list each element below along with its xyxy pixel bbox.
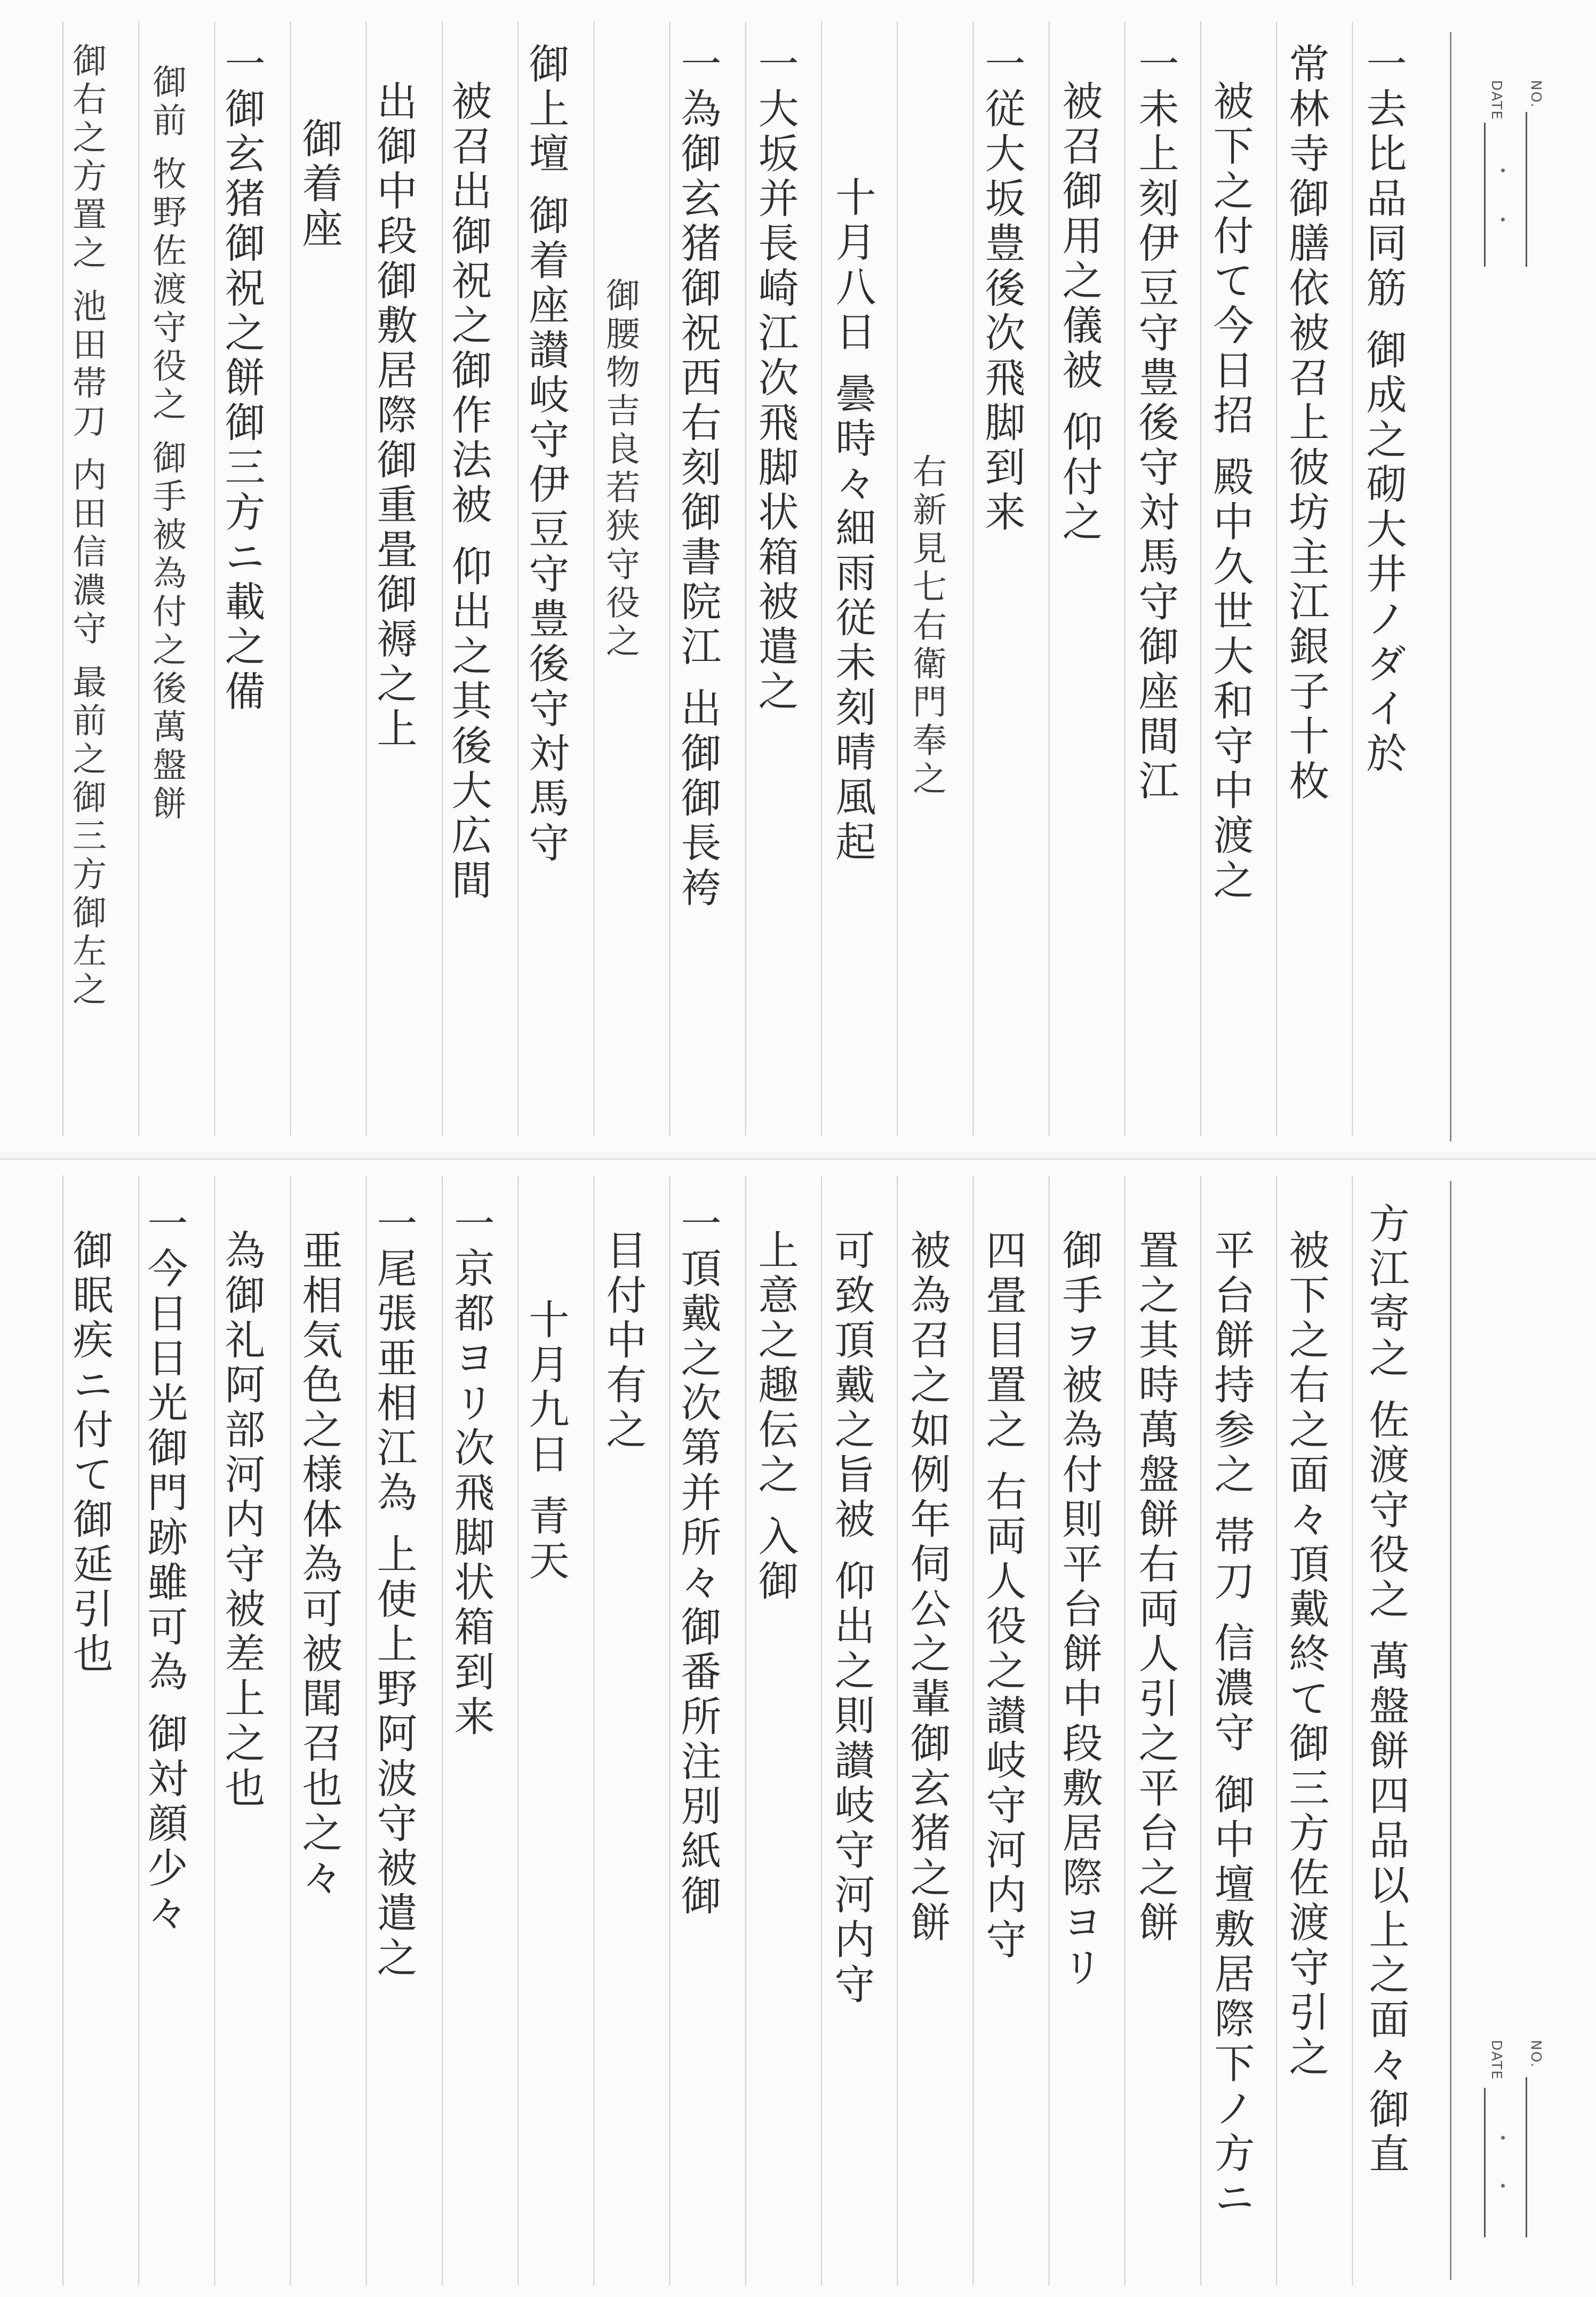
no-label: NO. [1528,2040,1544,2069]
text-column: 一為御玄猪御祝西右刻御書院江 出御御長袴 [674,43,722,912]
text-column: 常林寺御膳依被召上彼坊主江銀子十枚 [1282,43,1330,804]
text-column: 被下之付て今日招 殿中久世大和守中渡之 [1207,80,1254,904]
text-column: 上意之趣伝之 入御 [752,1229,799,1605]
notebook-page-bottom [0,1159,1596,2297]
text-column: 一御玄猪御祝之餅御三方ニ載之備 [218,43,266,715]
text-column: 被召出御祝之御作法被 仰出之其後大広間 [445,80,492,904]
text-column: 一京都ヨリ次飛脚状箱到来 [448,1202,495,1740]
text-column: 御右之方置之 池田帯刀 内田信濃守 最前之御三方御左之 [67,43,106,1010]
text-column: 目付中有之 [600,1229,647,1453]
date-dot [1501,218,1505,221]
text-column: 右新見七右衛門奉之 [907,453,946,799]
text-column: 十月八日 曇時々細雨従未刻晴風起 [829,176,876,866]
text-column: 一大坂并長崎江次飛脚状箱被遣之 [752,43,799,715]
text-column: 御眠疾ニ付て御延引也 [66,1229,114,1677]
text-column: 十月九日 青天 [522,1298,570,1585]
no-underline [1526,2077,1527,2237]
margin-rule [1450,32,1451,1142]
no-label: NO. [1528,80,1544,109]
text-column: 置之其時萬盤餅右両人引之平台之餅 [1132,1229,1179,1946]
text-column: 可致頂戴之旨被 仰出之則讃岐守河内守 [828,1229,875,2008]
date-dot [1501,169,1505,172]
text-column: 一尾張亜相江為 上使上野阿波守被遣之 [370,1202,418,1982]
text-column: 四畳目置之 右両人役之讃岐守河内守 [979,1229,1027,1964]
text-column: 御上壇 御着座讃岐守伊豆守豊後守対馬守 [522,43,570,867]
text-column: 御前 牧野佐渡守役之 御手被為付之後萬盤餅 [147,64,186,824]
text-column: 方江寄之 佐渡守役之 萬盤餅四品以上之面々御直 [1362,1202,1410,2178]
date-label: DATE [1488,80,1504,121]
text-column: 為御礼阿部河内守被差上之也 [218,1229,266,1812]
text-column: 御手ヲ被為付則平台餅中段敷居際ヨリ [1056,1229,1103,1991]
text-column: 被下之右之面々頂戴終て御三方佐渡守引之 [1282,1229,1330,2080]
text-column: 御着座 [296,117,343,252]
text-column: 一去比品同筋 御成之砌大井ノダイ於 [1360,43,1407,777]
date-dot [1501,2136,1505,2140]
date-label: DATE [1488,2040,1504,2080]
text-column: 平台餅持参之 帯刀 信濃守 御中壇敷居際下ノ方ニ [1208,1229,1255,2222]
text-column: 一従大坂豊後次飛脚到来 [978,43,1026,536]
date-dot [1501,2184,1505,2188]
date-underline [1484,2088,1486,2237]
text-column: 一今日日光御門跡雖可為 御対顔少々 [141,1202,188,1937]
text-column: 被為召之如例年伺公之輩御玄猪之餅 [904,1229,951,1946]
text-column: 亜相気色之様体為可被聞召也之々 [296,1229,343,1901]
text-column: 被召御用之儀被 仰付之 [1056,80,1103,546]
text-column: 一頂戴之次第并所々御番所注別紙御 [674,1202,722,1919]
no-underline [1526,112,1527,267]
text-column: 出御中段御敷居際御重畳御褥之上 [370,80,418,752]
text-column: 一未上刻伊豆守豊後守対馬守御座間江 [1132,43,1179,804]
margin-rule [1450,1181,1451,2280]
text-column: 御腰物吉良若狭守役之 [600,277,640,661]
date-underline [1484,123,1486,267]
